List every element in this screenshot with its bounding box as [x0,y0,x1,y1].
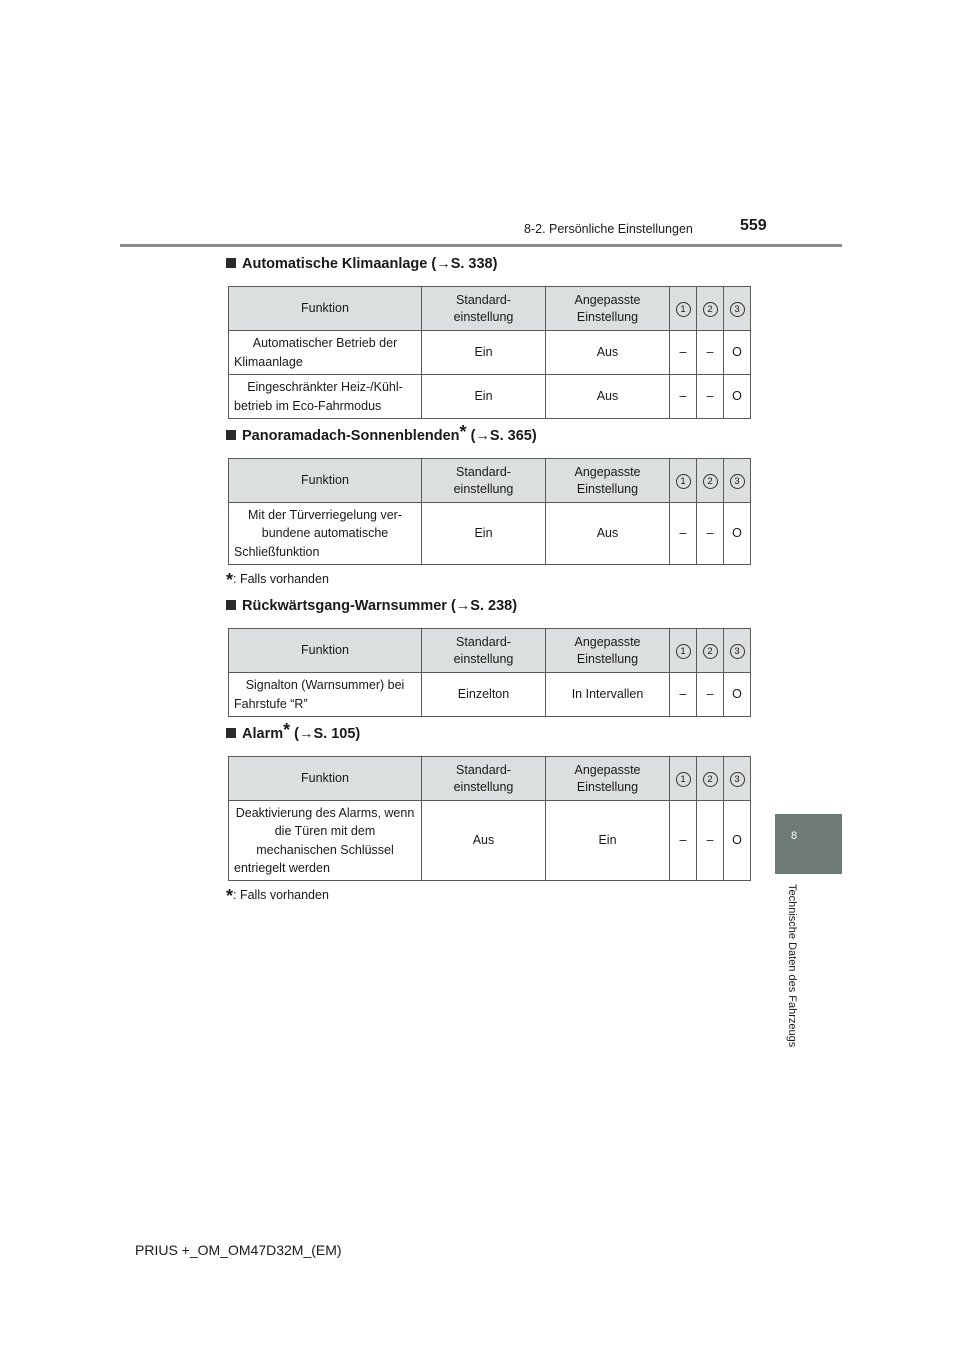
header-circ1 [670,629,697,673]
square-bullet-icon [226,258,236,268]
header-circ3 [724,629,751,673]
settings-table-alarm [228,756,751,881]
header-angepasst: Angepasste Einstellung [546,287,670,331]
arrow-right-icon: → [436,256,451,272]
circled-1-icon: 1 [676,302,691,317]
header-circ2 [697,459,724,503]
circled-1-icon: 1 [676,644,691,659]
header-circ3 [724,459,751,503]
circled-2-icon: 2 [703,302,718,317]
footnote: *: Falls vorhanden [226,570,329,590]
header-circ3 [724,757,751,801]
cell-c3: O [724,375,751,419]
asterisk-icon: * [459,422,467,442]
section-title: 8-2. Persönliche Einstellungen [524,222,693,236]
cell-angepasst: Ein [546,801,670,881]
cell-c1: – [670,375,697,419]
section-heading-alarm: Alarm* (→S. 105) [226,726,360,742]
table-header-row [229,629,751,673]
header-standard: Standard- einstellung [422,287,546,331]
header-standard: Standard- einstellung [422,757,546,801]
asterisk-icon: * [226,570,234,590]
settings-table-warnsummer [228,628,751,717]
section-heading-panoramadach: Panoramadach-Sonnenblenden* (→S. 365) [226,428,537,444]
circled-1-icon: 1 [676,772,691,787]
header-angepasst: Angepasste Einstellung [546,629,670,673]
header-circ2 [697,629,724,673]
cell-c1: – [670,801,697,881]
header-funktion: Funktion [229,629,422,673]
section-heading-warnsummer: Rückwärtsgang-Warnsummer (→S. 238) [226,598,517,614]
square-bullet-icon [226,430,236,440]
arrow-right-icon: → [455,598,471,614]
table-row [229,331,751,375]
chapter-number: 8 [791,830,798,842]
cell-standard: Einzelton [422,673,546,717]
settings-table-klimaanlage [228,286,751,419]
arrow-right-icon: → [475,428,490,444]
cell-c1: – [670,503,697,565]
table-row [229,801,751,881]
header-funktion: Funktion [229,287,422,331]
settings-table-panoramadach [228,458,751,565]
chapter-tab [775,814,842,874]
cell-funktion: Deaktivierung des Alarms, wenn die Türen mit dem mechanischen Schlüssel entriegelt werden [229,801,422,881]
cell-angepasst: In Intervallen [546,673,670,717]
circled-3-icon: 3 [730,644,745,659]
header-circ1 [670,757,697,801]
header-rule [120,244,842,247]
footnote: *: Falls vorhanden [226,886,329,906]
table-row [229,503,751,565]
cell-c1: – [670,331,697,375]
cell-c2: – [697,331,724,375]
square-bullet-icon [226,728,236,738]
cell-c2: – [697,801,724,881]
cell-c3: O [724,331,751,375]
circled-3-icon: 3 [730,772,745,787]
table-row [229,375,751,419]
cell-c2: – [697,503,724,565]
circled-1-icon: 1 [676,474,691,489]
circled-3-icon: 3 [730,302,745,317]
cell-standard: Ein [422,375,546,419]
cell-angepasst: Aus [546,375,670,419]
table-header-row [229,757,751,801]
header-funktion: Funktion [229,757,422,801]
header-angepasst: Angepasste Einstellung [546,459,670,503]
header-circ1 [670,287,697,331]
cell-standard: Aus [422,801,546,881]
asterisk-icon: * [226,886,234,906]
cell-funktion: Mit der Türverriegelung ver-bundene automatische Schließfunktion [229,503,422,565]
chapter-label: Technische Daten des Fahrzeugs [786,884,798,1048]
cell-c2: – [697,673,724,717]
table-row [229,673,751,717]
circled-2-icon: 2 [703,644,718,659]
header-standard: Standard- einstellung [422,459,546,503]
cell-c1: – [670,673,697,717]
section-heading-klimaanlage: Automatische Klimaanlage (→S. 338) [226,256,497,272]
square-bullet-icon [226,600,236,610]
cell-standard: Ein [422,331,546,375]
cell-c3: O [724,673,751,717]
circled-3-icon: 3 [730,474,745,489]
circled-2-icon: 2 [703,772,718,787]
header-standard: Standard- einstellung [422,629,546,673]
header-circ2 [697,287,724,331]
document-code: PRIUS +_OM_OM47D32M_(EM) [135,1242,342,1258]
cell-angepasst: Aus [546,503,670,565]
page-number: 559 [740,217,767,234]
circled-2-icon: 2 [703,474,718,489]
cell-funktion: Signalton (Warnsummer) bei Fahrstufe “R” [229,673,422,717]
header-circ2 [697,757,724,801]
cell-c2: – [697,375,724,419]
header-circ3 [724,287,751,331]
cell-funktion: Automatischer Betrieb der Klimaanlage [229,331,422,375]
cell-c3: O [724,801,751,881]
header-angepasst: Angepasste Einstellung [546,757,670,801]
table-header-row [229,287,751,331]
cell-c3: O [724,503,751,565]
asterisk-icon: * [283,720,291,740]
cell-standard: Ein [422,503,546,565]
cell-funktion: Eingeschränkter Heiz-/Kühl-betrieb im Eco-Fahrmodus [229,375,422,419]
table-header-row [229,459,751,503]
arrow-right-icon: → [298,726,314,742]
header-circ1 [670,459,697,503]
cell-angepasst: Aus [546,331,670,375]
header-funktion: Funktion [229,459,422,503]
